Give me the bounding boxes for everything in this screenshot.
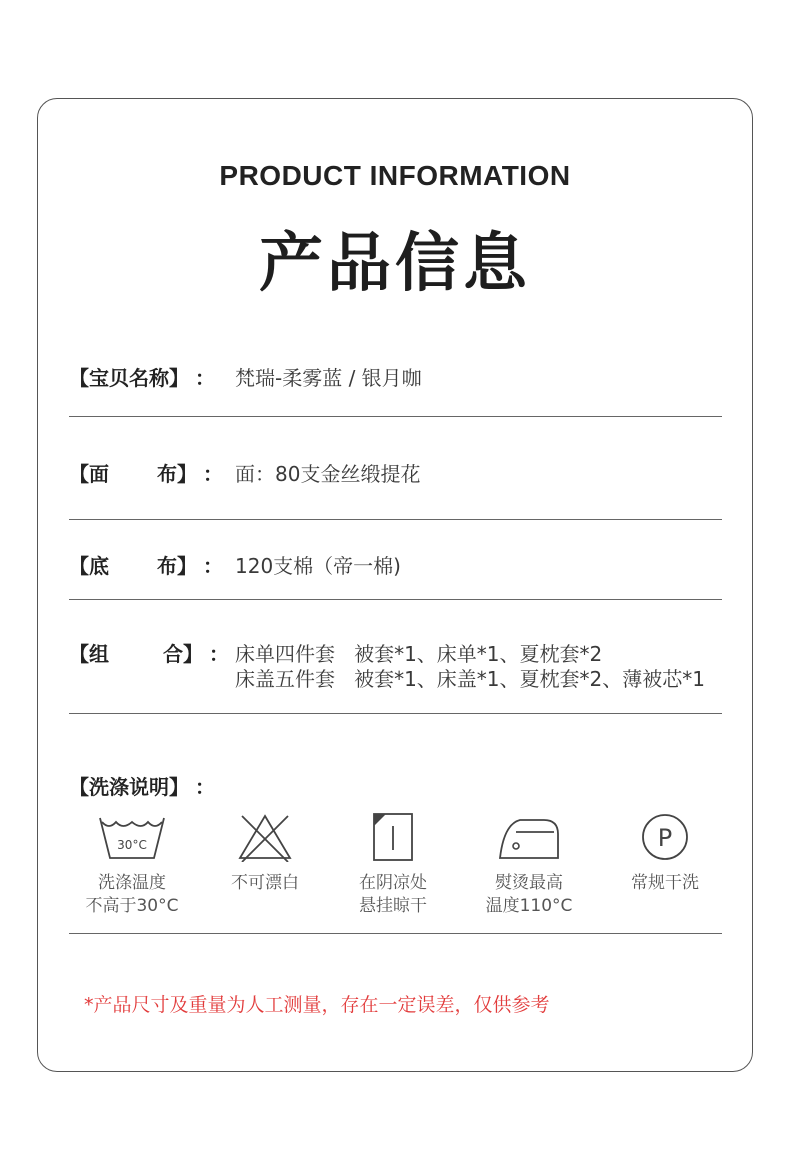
- measurement-note: *产品尺寸及重量为人工测量，存在一定误差，仅供参考: [84, 994, 550, 1016]
- care-text-line1: 熨烫最高: [495, 873, 563, 893]
- divider: [69, 416, 722, 417]
- care-item-shade-dry: [328, 812, 458, 918]
- value-combination-line1: 床单四件套 被套*1、床单*1、夏枕套*2: [235, 642, 603, 666]
- care-item-dry-clean: [600, 812, 730, 895]
- wash-temp-text: 30°C: [117, 838, 147, 852]
- label-care-instructions: 【洗涤说明】 ：: [69, 775, 215, 799]
- label-product-name: 【宝贝名称】 ：: [69, 366, 215, 390]
- care-item-wash: [67, 812, 197, 918]
- care-text-line1: 常规干洗: [631, 873, 699, 893]
- label-combination: 【组 合】 ：: [69, 642, 229, 666]
- label-bottom-fabric: 【底 布】 ：: [69, 554, 223, 578]
- value-product-name: 梵瑞-柔雾蓝 / 银月咖: [235, 366, 422, 390]
- title-chinese: 产品信息: [259, 227, 531, 301]
- divider: [69, 933, 722, 934]
- iron-icon: [494, 812, 564, 862]
- value-combination-line2: 床盖五件套 被套*1、床盖*1、夏枕套*2、薄被芯*1: [235, 667, 705, 691]
- care-text-line1: 在阴凉处: [359, 873, 427, 893]
- care-text-line1: 洗涤温度: [98, 873, 166, 893]
- value-face-fabric: 面：80支金丝缎提花: [235, 462, 421, 486]
- care-text-line1: 不可漂白: [231, 873, 299, 893]
- title-english: PRODUCT INFORMATION: [219, 160, 571, 191]
- care-text-line2: 温度110°C: [485, 896, 573, 916]
- shade-dry-icon: [358, 812, 428, 862]
- no-bleach-icon: [230, 812, 300, 862]
- divider: [69, 599, 722, 600]
- dry-clean-icon: [630, 812, 700, 862]
- care-item-iron: [464, 812, 594, 918]
- care-text-line2: 悬挂晾干: [359, 896, 427, 916]
- care-item-bleach: [200, 812, 330, 895]
- divider: [69, 519, 722, 520]
- wash-30-icon: [97, 812, 167, 862]
- label-face-fabric: 【面 布】 ：: [69, 462, 223, 486]
- divider: [69, 713, 722, 714]
- dry-clean-letter: P: [657, 824, 673, 852]
- value-bottom-fabric: 120支棉（帝一棉): [235, 554, 401, 578]
- care-text-line2: 不高于30°C: [85, 896, 179, 916]
